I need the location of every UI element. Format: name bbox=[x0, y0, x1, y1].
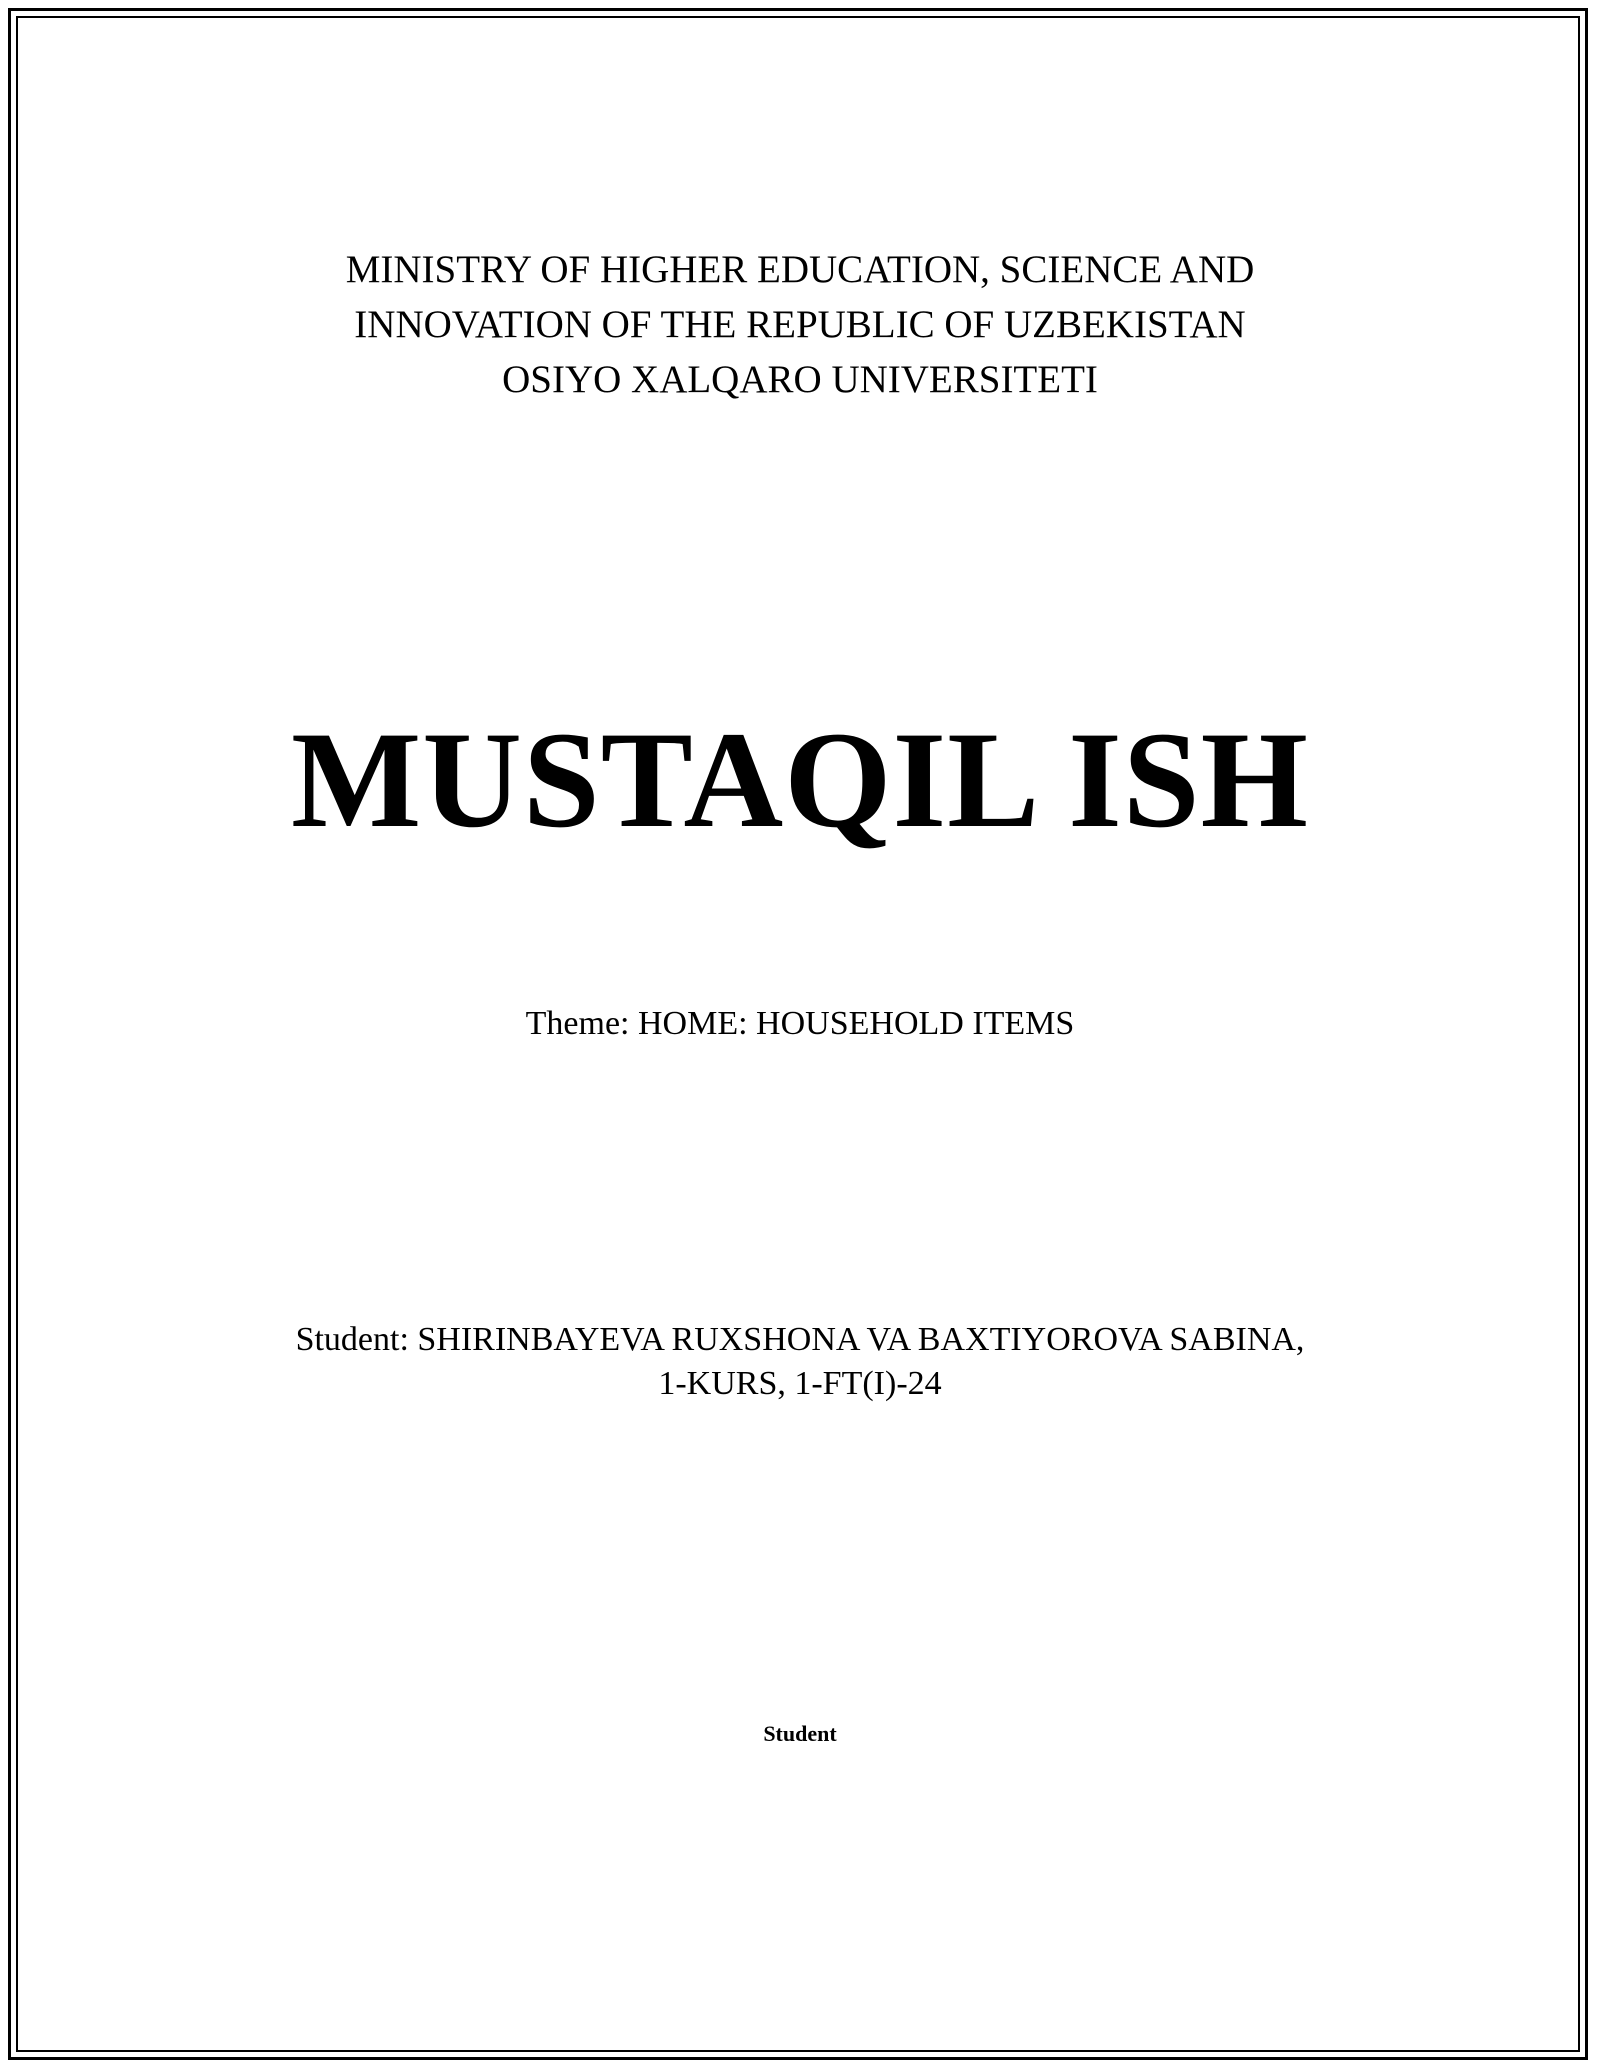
theme-line: Theme: HOME: HOUSEHOLD ITEMS bbox=[525, 1005, 1075, 1042]
institution-header bbox=[0, 242, 1600, 407]
footer-student-label: Student bbox=[763, 1721, 837, 1746]
document-title: MUSTAQIL ISH bbox=[291, 703, 1309, 856]
student-course-line: 1-KURS, 1-FT(I)-24 bbox=[658, 1365, 942, 1402]
student-names-line: Student: SHIRINBAYEVA RUXSHONA VA BAXTIYOROVA SABINA, bbox=[295, 1321, 1305, 1358]
institution-line-1: MINISTRY OF HIGHER EDUCATION, SCIENCE AND bbox=[345, 248, 1255, 291]
institution-line-2: INNOVATION OF THE REPUBLIC OF UZBEKISTAN bbox=[354, 303, 1246, 346]
institution-line-3: OSIYO XALQARO UNIVERSITETI bbox=[502, 358, 1098, 401]
student-info bbox=[0, 1318, 1600, 1406]
